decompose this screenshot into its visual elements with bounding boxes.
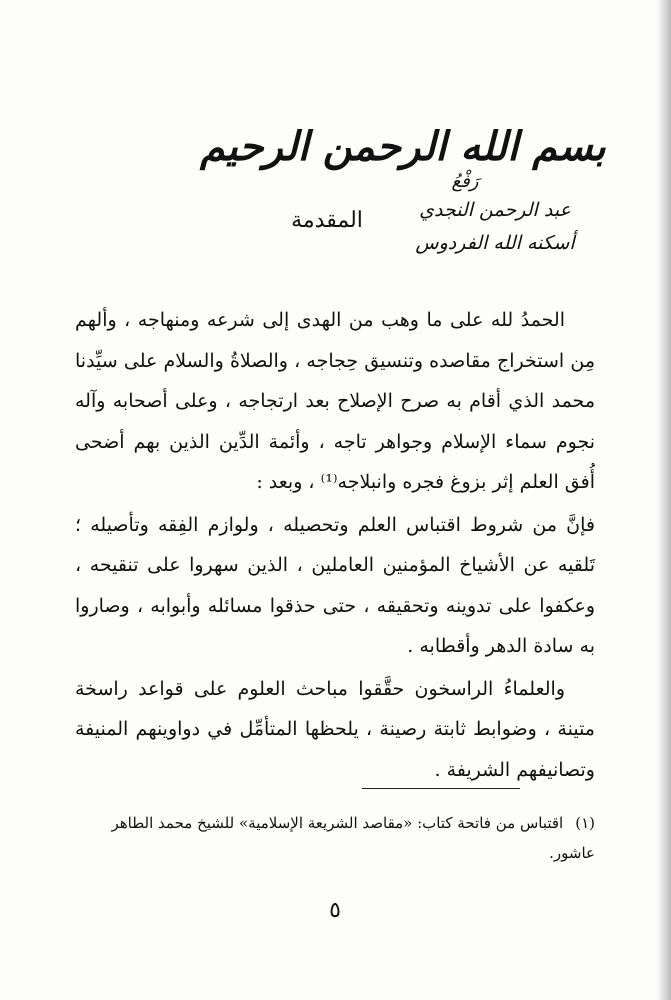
stamp-line-1: رَفْعُ	[451, 171, 479, 192]
footnote-number: (١)	[575, 814, 595, 832]
footnote-separator	[362, 788, 520, 789]
stamp-line-3: أسكنه الله الفردوس	[415, 232, 575, 254]
paragraph-2: فإنَّ من شروط اقتباس العلم وتحصيله ، ولوازم الفِقه وتأصيله ؛ تَلقيه عن الأشياخ المؤمنين العاملين ، الذين سهروا على تنقيحه ، وعكفوا على تدوينه وتحقيقه ، حتى حذقوا مسائله وأبوابه ، وصاروا به سادة الدهر وأقطابه .	[75, 513, 595, 657]
stamp-line-2: عبد الرحمن النجدي	[419, 199, 571, 221]
footnote	[80, 808, 595, 868]
library-stamp	[400, 170, 590, 280]
body-text	[75, 300, 595, 790]
page-number: ٥	[329, 898, 341, 923]
footnote-text: اقتباس من فاتحة كتاب: «مقاصد الشريعة الإسلامية» للشيخ محمد الطاهر عاشور.	[111, 814, 595, 862]
page-edge-shadow	[657, 0, 671, 1000]
paragraph-1: الحمدُ لله على ما وهب من الهدى إلى شرعه ومنهاجه ، وألهم مِن استخراج مقاصده وتنسيق حِجاجه ، والصلاةُ والسلام على سيِّدنا محمد الذي أقام به صرح الإصلاح بعد ارتجاجه ، وعلى أصحابه وآله نجوم سماء الإسلام وجواهر تاجه ، وأئمة الدِّين الذين بهم أضحى أُفق العلم إثر بزوغ فجره وانبلاجه⁽¹⁾ ، وبعد :	[75, 309, 595, 493]
basmala-calligraphy: بسم الله الرحمن الرحيم	[200, 123, 606, 170]
section-heading: المقدمة	[291, 208, 363, 233]
paragraph-3: والعلماءُ الراسخون حقَّقوا مباحث العلوم على قواعد راسخة متينة ، وضوابط ثابتة رصينة ، يلحظها المتأمِّل في دواوينهم المنيفة وتصانيفهم الشريفة .	[75, 677, 595, 781]
